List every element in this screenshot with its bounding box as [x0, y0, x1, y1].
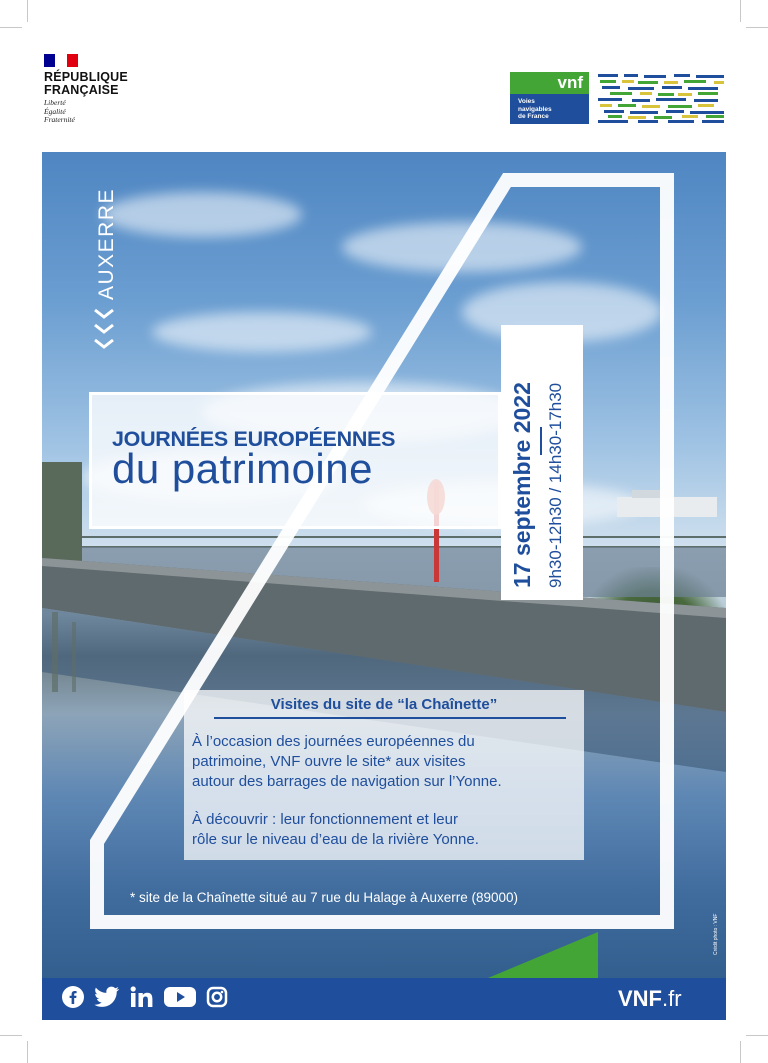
info-paragraph-2: À découvrir : leur fonctionnement et leur rôle sur le niveau d’eau de la rivière Yonne.	[192, 811, 479, 848]
vnf-logo-subtitle: Voies navigables de France	[518, 98, 552, 120]
crop-mark	[740, 0, 741, 22]
vnf-waves-pattern-icon	[598, 72, 726, 124]
crop-mark	[27, 0, 28, 22]
french-flag-icon	[44, 54, 78, 67]
event-title-box	[89, 392, 501, 529]
event-title-top: JOURNÉES EUROPÉENNES	[112, 427, 396, 451]
twitter-icon[interactable]	[94, 986, 120, 1008]
info-box	[184, 690, 584, 860]
vnf-logo	[510, 72, 589, 124]
event-title-bottom: du patrimoine	[112, 445, 373, 492]
crop-mark	[0, 1035, 22, 1036]
vnf-website-link[interactable]: VNF.fr	[618, 986, 682, 1011]
date-divider	[540, 427, 542, 455]
crop-mark	[27, 1041, 28, 1063]
event-hours: 9h30-12h30 / 14h30-17h30	[546, 382, 565, 588]
footer-bar	[42, 978, 726, 1020]
crop-mark	[746, 27, 768, 28]
instagram-icon[interactable]	[206, 986, 228, 1008]
date-box	[501, 325, 583, 600]
vnf-logo-word: vnf	[557, 73, 583, 92]
info-paragraph-1: À l’occasion des journées européennes du patrimoine, VNF ouvre le site* aux visites autour des barrages de navigation sur l’Yonne.	[192, 733, 502, 790]
city-name: AUXERRE	[95, 187, 118, 300]
republique-title: RÉPUBLIQUE FRANÇAISE	[44, 70, 128, 97]
social-icons	[62, 986, 228, 1008]
footnote: * site de la Chaînette situé au 7 rue du Halage à Auxerre (89000)	[130, 890, 518, 905]
linkedin-icon[interactable]	[130, 986, 154, 1008]
crop-mark	[746, 1035, 768, 1036]
event-date: 17 septembre 2022	[509, 382, 535, 588]
facebook-icon[interactable]	[62, 986, 84, 1008]
city-label	[89, 180, 119, 370]
info-heading: Visites du site de “la Chaînette”	[270, 696, 498, 713]
youtube-icon[interactable]	[164, 986, 196, 1008]
republique-motto: Liberté Égalité Fraternité	[44, 98, 75, 124]
info-heading-rule	[214, 717, 566, 719]
republique-francaise-logo	[44, 54, 154, 134]
chevron-right-icon	[95, 310, 113, 347]
photo-credit: Crédit photo : VNF	[713, 913, 719, 955]
crop-mark	[0, 27, 22, 28]
crop-mark	[740, 1041, 741, 1063]
